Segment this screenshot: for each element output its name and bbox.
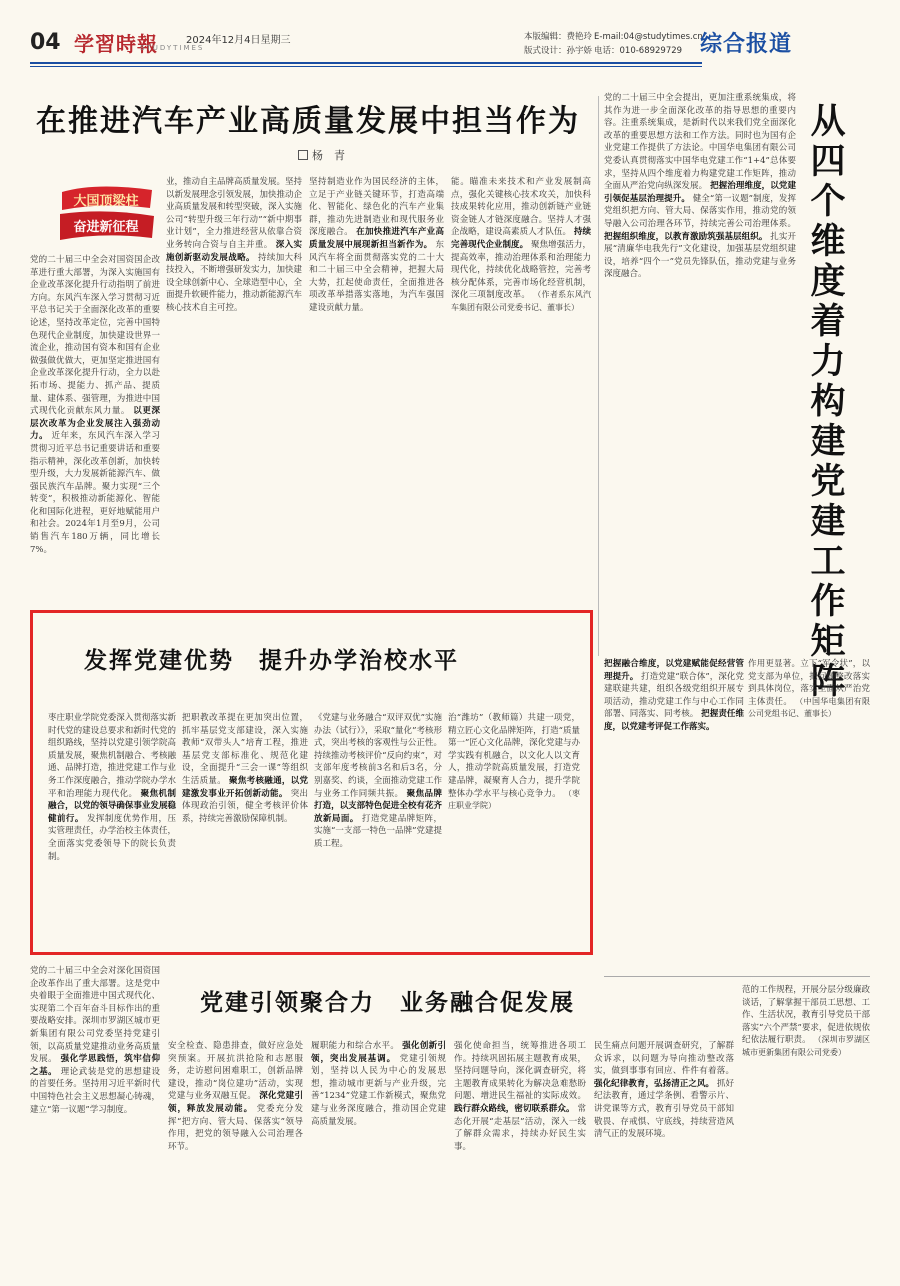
article1-subhead-3: 在加快推进汽车产业高质量发展中展现新担当新作为。 xyxy=(309,227,444,250)
article2-subhead-2: 把握组织维度，以教育激励筑强基层组织。 xyxy=(604,231,768,242)
article4-subhead-2: 深化党建引领，释放发展动能。 xyxy=(168,1091,303,1114)
article2-body-4: 作用更显著。立下“军令状”，以党支部为单位，把问题整改落实到具体岗位，落实全面从严治党主体责任。 xyxy=(748,659,870,707)
article2-body-3: 打造党建“联合体”，深化党建联建共建，组织各级党组织开展专项活动，推动党建工作与中心工作同部署、同落实、同考核。 xyxy=(604,671,744,720)
article3-subhead-3: 聚焦品牌打造，以支部特色促进全校有花齐放新局面。 xyxy=(314,788,442,824)
article3-subhead-1: 聚焦机制融合，以党的领导确保事业发展稳健前行。 xyxy=(48,788,176,824)
article3-signature: （枣庄职业学院） xyxy=(448,788,580,811)
article1-body-3b: 东风汽车将全面贯彻落实党的二十大和二十届三中全会精神，把握大局大势，扛起使命责任，全面推进各项改革举措落实落地，为汽车强国建设贡献力量。 xyxy=(309,239,444,313)
article4-body-1: 党的二十届三中全会对深化国资国企改革作出了重大部署。这是党中央着眼于全面推进中国式现代化、实现第二个百年奋斗目标作出的重要战略安排。深圳市罗湖区城市更新集团有限公司党委坚持党建引领，以高质量党建推动业务高质量发展。 xyxy=(30,966,160,1065)
article2-body-1: 健全“第一议题”制度，发挥党组织把方向、管大局、保落实作用，推动党的领导融入公司治理各环节，持续完善公司治理体系。 xyxy=(604,193,796,229)
editor-line: 本版编辑：费艳玲 xyxy=(524,32,593,42)
article1-column-3 xyxy=(309,176,444,600)
email-line: E-mail:04@studytimes.cn xyxy=(594,32,703,42)
author-square-icon xyxy=(298,150,308,160)
article2-subhead-3: 把握融合维度，以党建赋能促经营管理提升。 xyxy=(604,659,744,682)
article4-column-3 xyxy=(311,1040,446,1280)
article4-subhead-5: 强化纪律教育，弘扬清正之风。 xyxy=(594,1078,715,1089)
article2-body-2: 扎实开展“清廉华电我先行”文化建设，加强基层党组织建设，培养“四个一”党员先锋队伍，推动党建与业务深度融合。 xyxy=(604,231,796,280)
article4-body-2b: 党委充分发挥“把方向、管大局、保落实”领导作用，把党的领导融入公司治理各环节。 xyxy=(168,1103,303,1152)
article4-subhead-1: 强化学思践悟，筑牢信仰之基。 xyxy=(30,1054,160,1077)
section-title: 综合报道 xyxy=(700,32,793,57)
article4-body-2: 安全检查、隐患排查，做好应急处突预案。开展抗洪抢险和志愿服务，走访慰问困难职工，创新品牌建设，推动“岗位建功”活动，实现党建与业务双融互促。 xyxy=(168,1041,303,1102)
article1-subhead-4: 持续完善现代企业制度。 xyxy=(451,227,591,250)
article1-body-4b: 聚焦增强活力，提高效率，推动治理体系和治理能力现代化，持续优化战略管控，完善考核分配体系，完善市场化经营机制，深化三项制度改革。 xyxy=(451,239,591,301)
article1-subhead-2: 深入实施创新驱动发展战略。 xyxy=(166,239,302,263)
article1-title: 在推进汽车产业高质量发展中担当作为 xyxy=(36,104,580,139)
article4-body-3b: 党建引领规划，坚持以人民为中心的发展思想，推动城市更新与产业升级，完善“1234”党建工作新模式，聚焦党建与业务深度融合，推动国企党建高质量发展。 xyxy=(311,1053,446,1127)
article4-body-6: 范的工作规程，开展分层分级廉政谈话，了解掌握干部员工思想、工作、生活状况，教育引导党员干部落实“六个严禁”要求，促进依规依纪依法履行职责。 xyxy=(742,985,870,1046)
article2-title: 从四个维度着力构建党建工作矩阵 xyxy=(810,101,846,702)
article4-body-3: 履职能力和综合水平。 xyxy=(311,1041,400,1051)
article1-column-4 xyxy=(451,176,591,600)
article3-column-3 xyxy=(314,712,442,946)
article3-body-2b: 突出体现政治引领，健全考核评价体系，持续完善激励保障机制。 xyxy=(182,788,308,824)
column-divider xyxy=(598,96,599,656)
article4-subhead-3: 强化创新引领，突出发展基调。 xyxy=(311,1041,446,1064)
article1-column-1 xyxy=(30,254,160,600)
article1-column-2 xyxy=(166,176,302,600)
article1-body-3a: 坚持制造业作为国民经济的主体，立足于产业链关键环节，打造高端化、智能化、绿色化的汽车产业集群，推动先进制造业和现代服务业深度融合。 xyxy=(309,177,444,238)
page-header xyxy=(0,0,900,62)
article2-intro: 党的二十届三中全会提出，更加注重系统集成，将其作为进一步全面深化改革的指导思想的重要内容。注重系统集成，是新时代以来我们党全面深化改革的重要思想方法和工作方法。同时也为国有企业党建工作提供了方法论。中国华电集团有限公司党委认真贯彻落实中国华电党建工作“1+4”总体要求，坚持从四个维度着力构建党建工作矩阵，推动全面从严治党向纵深发展。 xyxy=(604,93,796,192)
contact-info xyxy=(594,30,703,58)
header-rule-thin xyxy=(30,66,702,67)
issue-date: 2024年12月4日星期三 xyxy=(186,35,291,46)
column-badge xyxy=(56,178,156,248)
article1-body-2a: 业，推动自主品牌高质量发展。坚持以新发展理念引领发展，加快推动企业高质量发展和转型突破，深入实施公司“转型升级三年行动”“新中期事业计划”，全力推进经营从依靠合资业务转向合资与自主并重。 xyxy=(166,177,302,250)
article1-body-2b: 持续加大科技投入，不断增强研发实力，加快建设全球创新中心、全球造型中心，全面提升软硬件能力，推动新能源汽车核心技术自主可控。 xyxy=(166,252,302,313)
article4-body-1b: 理论武装是党的思想建设的首要任务。坚持用习近平新时代中国特色社会主义思想凝心铸魂，建立“第一议题”学习制度。 xyxy=(30,1066,160,1115)
article3-subhead-2: 聚焦考核融通，以党建激发事业开拓创新动能。 xyxy=(182,775,308,799)
page-number: 04 xyxy=(30,30,61,55)
article4-column-5 xyxy=(594,1040,734,1280)
article3-column-2 xyxy=(182,712,308,946)
article2-signature: （中国华电集团有限公司党组书记、董事长） xyxy=(748,696,870,719)
article3-body-3: 《党建与业务融合“双评双优”实施办法（试行）》，采取“量化”考核形式，突出考核的客观性与公正性。持续推动考核评价“反向约束”，对支部年度考核前3名和后3名，分别嘉奖、约谈，全面推动党建工作与业务工作同频共振。 xyxy=(314,713,442,799)
editor-credits xyxy=(524,30,592,58)
article3-column-1 xyxy=(48,712,176,946)
article3-body-2: 把职教改革提在更加突出位置，抓牢基层党支部建设，深入实施教师“双带头人”培育工程，推进基层党支部标准化、规范化建设，全面提升“三会一课”等组织生活质量。 xyxy=(182,713,308,786)
badge-line2: 奋进新征程 xyxy=(73,220,139,235)
article2-subhead-1: 把握治理维度，以党建引领促基层治理提升。 xyxy=(604,181,796,204)
article4-signature: （深圳市罗湖区城市更新集团有限公司党委） xyxy=(742,1035,870,1057)
header-rule xyxy=(30,62,702,64)
article4-subhead-4: 践行群众路线，密切联系群众。 xyxy=(454,1103,575,1114)
article3-body-4: 治“潍坊”（教师篇）共建一项党，精立匠心文化品牌矩阵，打造“质量第一”匠心文化品牌，深化党建与办学实践有机融合，以文化人以文育人，推动学院高质量发展，打造党建品牌，凝聚育人合力，提升学院整体办学水平与核心竞争力。 xyxy=(448,713,580,799)
designer-line: 版式设计：孙宇娇 xyxy=(524,46,593,56)
article2-column-2 xyxy=(604,658,744,970)
paper-logo-en: STUDYTIMES xyxy=(140,44,205,52)
article1-signature: （作者系东风汽车集团有限公司党委书记、董事长） xyxy=(451,290,591,312)
article4-body-4b: 常态化开展“走基层”活动，深入一线了解群众需求，持续办好民生实事。 xyxy=(454,1103,586,1152)
article2-column-1 xyxy=(604,92,796,647)
badge-line1: 大国顶梁柱 xyxy=(73,194,139,209)
divider-rule xyxy=(604,976,870,977)
article3-body-3b: 打造党建品牌矩阵，实施“一支部一特色一品牌”党建提质工程。 xyxy=(314,813,442,849)
article4-column-6 xyxy=(742,984,870,1280)
article4-column-4 xyxy=(454,1040,586,1280)
article3-column-4 xyxy=(448,712,580,946)
article3-body-1: 枣庄职业学院党委深入贯彻落实新时代党的建设总要求和新时代党的组织路线，坚持以党建引领学院高质量发展，聚焦机制融合、考核融通、品牌打造，推进党建工作与业务工作深度融合，推动学院办学水平和治理能力现代化。 xyxy=(48,713,176,799)
article4-column-1 xyxy=(30,965,160,1280)
article1-subhead-1: 以更深层次改革为企业发展注入强劲动力。 xyxy=(30,406,160,442)
article2-column-3 xyxy=(748,658,870,970)
article4-body-4: 强化使命担当，统筹推进各项工作。持续巩固拓展主题教育成果，坚持问题导向，深化调查研究，将主题教育成果转化为解决急难愁盼问题、增进民生福祉的实际成效。 xyxy=(454,1041,586,1102)
article3-title: 发挥党建优势 提升办学治校水平 xyxy=(84,647,459,674)
paper-logo: 学習時報 xyxy=(74,32,158,56)
article3-body-1b: 发挥制度优势作用，压实管理责任，办学治校主体责任，全面落实党委领导下的院长负责制。 xyxy=(48,813,176,862)
article4-title: 党建引领聚合力 业务融合促发展 xyxy=(200,989,575,1016)
article4-body-5: 民生痛点问题开展调查研究，了解群众诉求，以问题为导向推动整改落实，做到事事有回应、件件有着落。 xyxy=(594,1041,734,1077)
article2-subhead-4: 把握责任维度，以党建考评促工作落实。 xyxy=(604,709,744,732)
article1-body-1b: 近年来，东风汽车深入学习贯彻习近平总书记重要讲话和重要指示精神，深化改革创新，加快转型升级，大力发展新能源汽车、做强民族汽车品牌。聚力实现“三个转变”，积极推动新能源化、智能化和国际化进程，更好地赋能用户和社会。2024年1月至9月，公司销售汽车180万辆，同比增长7%。 xyxy=(30,431,160,555)
article1-author: 杨 青 xyxy=(312,149,345,162)
article4-column-2 xyxy=(168,1040,303,1280)
phone-line: 电话：010-68929729 xyxy=(594,46,683,56)
article4-body-5b: 抓好纪法教育，通过学条例、看警示片、讲党课等方式，教育引导党员干部知敬畏、存戒惧、守底线，持续营造风清气正的发展环境。 xyxy=(594,1078,734,1140)
article1-body-4a: 能。瞄准未来技术和产业发展制高点，强化关键核心技术攻关，加快科技成果转化应用，推动创新链产业链资金链人才链深度融合。坚持人才强企战略，建设高素质人才队伍。 xyxy=(451,177,591,238)
article1-body-1a: 党的二十届三中全会对国资国企改革进行重大部署，为深入实施国有企业改革深化提升行动指明了前进方向。东风汽车深入学习贯彻习近平总书记关于全面深化改革的重要论述，坚持改革定位，完善中国特色现代企业制度，加快建设世界一流企业，推动国有资本和国有企业做强做优做大，更加坚定推进国有企业改革深化提升行动，全力以赴拓市场、提能力、抓产品、提质量、建体系、强管理，为推进中国式现代化贡献东风力量。 xyxy=(30,255,160,417)
